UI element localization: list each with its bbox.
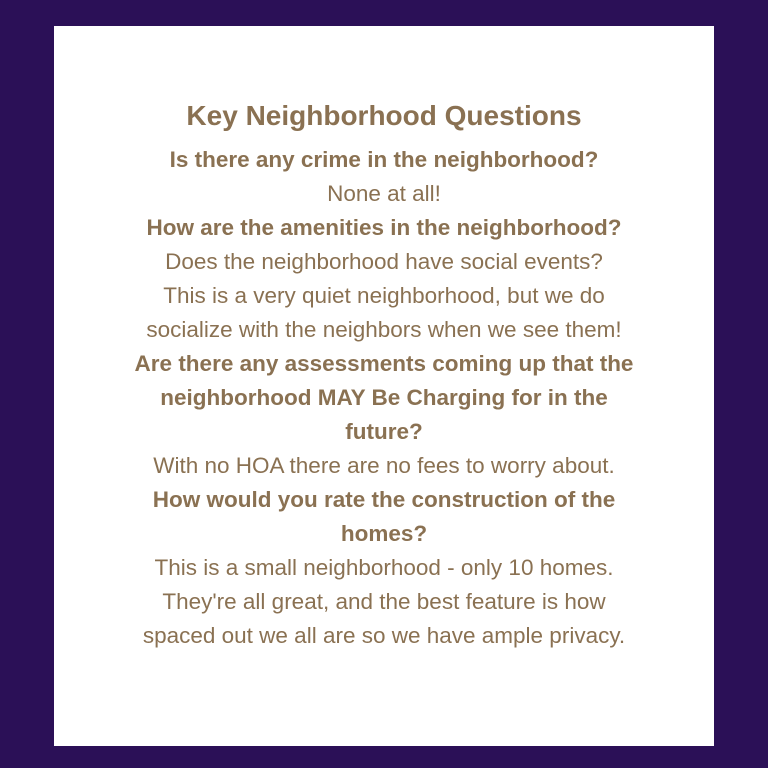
- content-card: [54, 26, 714, 746]
- answer-line: This is a small neighborhood - only 10 homes.: [154, 555, 614, 580]
- question-line: How are the amenities in the neighborhood?: [146, 215, 622, 240]
- answer-line: spaced out we all are so we have ample privacy.: [142, 623, 626, 648]
- answer-line: socialize with the neighbors when we see them!: [146, 317, 622, 342]
- answer-line: None at all!: [327, 181, 441, 206]
- answer-line: Does the neighborhood have social events?: [165, 249, 603, 274]
- question-line: future?: [345, 419, 423, 444]
- question-line: neighborhood MAY Be Charging for in the: [160, 385, 608, 410]
- answer-line: With no HOA there are no fees to worry about.: [153, 453, 615, 478]
- answer-line: This is a very quiet neighborhood, but we do: [163, 283, 605, 308]
- question-line: How would you rate the construction of the: [152, 487, 616, 512]
- page-title: Key Neighborhood Questions: [186, 100, 582, 131]
- answer-line: They're all great, and the best feature is how: [162, 589, 606, 614]
- qa-text-block: [54, 143, 714, 653]
- question-line: Are there any assessments coming up that the: [134, 351, 634, 376]
- question-line: Is there any crime in the neighborhood?: [169, 147, 599, 172]
- question-line: homes?: [340, 521, 428, 546]
